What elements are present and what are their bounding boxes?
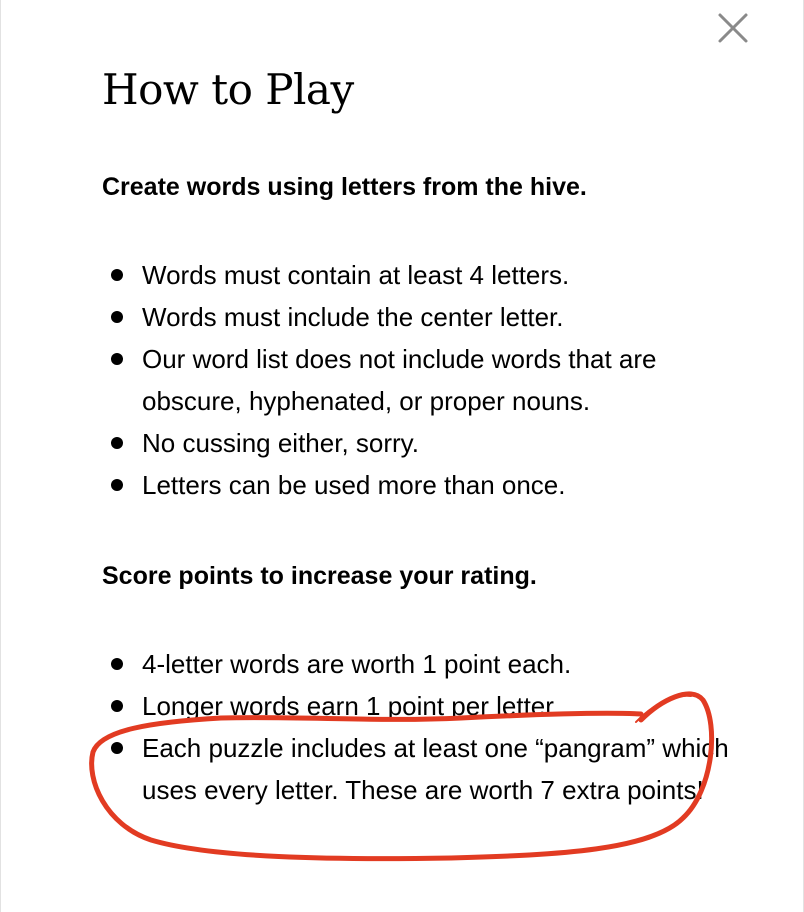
rule-text: Our word list does not include words that are obscure, hyphenated, or proper nouns. xyxy=(142,344,657,416)
bullet-icon xyxy=(111,658,123,670)
close-button[interactable] xyxy=(715,10,751,46)
rules-list-score-points xyxy=(102,643,742,811)
close-icon xyxy=(715,10,751,46)
rule-text: Letters can be used more than once. xyxy=(142,470,566,500)
list-item xyxy=(102,338,742,422)
rule-text: Words must contain at least 4 letters. xyxy=(142,260,570,290)
section-heading-score-points: Score points to increase your rating. xyxy=(102,562,537,590)
list-item xyxy=(102,296,742,338)
bullet-icon xyxy=(111,353,123,365)
bullet-icon xyxy=(111,437,123,449)
rule-text: No cussing either, sorry. xyxy=(142,428,419,458)
list-item xyxy=(102,422,742,464)
bullet-icon xyxy=(111,311,123,323)
list-item xyxy=(102,464,742,506)
bullet-icon xyxy=(111,742,123,754)
rule-text: Longer words earn 1 point per letter. xyxy=(142,691,560,721)
section-heading-create-words: Create words using letters from the hive. xyxy=(102,173,587,201)
dialog-title: How to Play xyxy=(102,65,354,114)
list-item xyxy=(102,254,742,296)
rule-text: Words must include the center letter. xyxy=(142,302,564,332)
rule-text: 4-letter words are worth 1 point each. xyxy=(142,649,572,679)
bullet-icon xyxy=(111,479,123,491)
rule-text: Each puzzle includes at least one “pangram” which uses every letter. These are worth 7 extra points! xyxy=(142,733,729,805)
rules-list-create-words xyxy=(102,254,742,506)
list-item xyxy=(102,643,742,685)
bullet-icon xyxy=(111,269,123,281)
list-item xyxy=(102,685,742,727)
bullet-icon xyxy=(111,700,123,712)
list-item xyxy=(102,727,742,811)
